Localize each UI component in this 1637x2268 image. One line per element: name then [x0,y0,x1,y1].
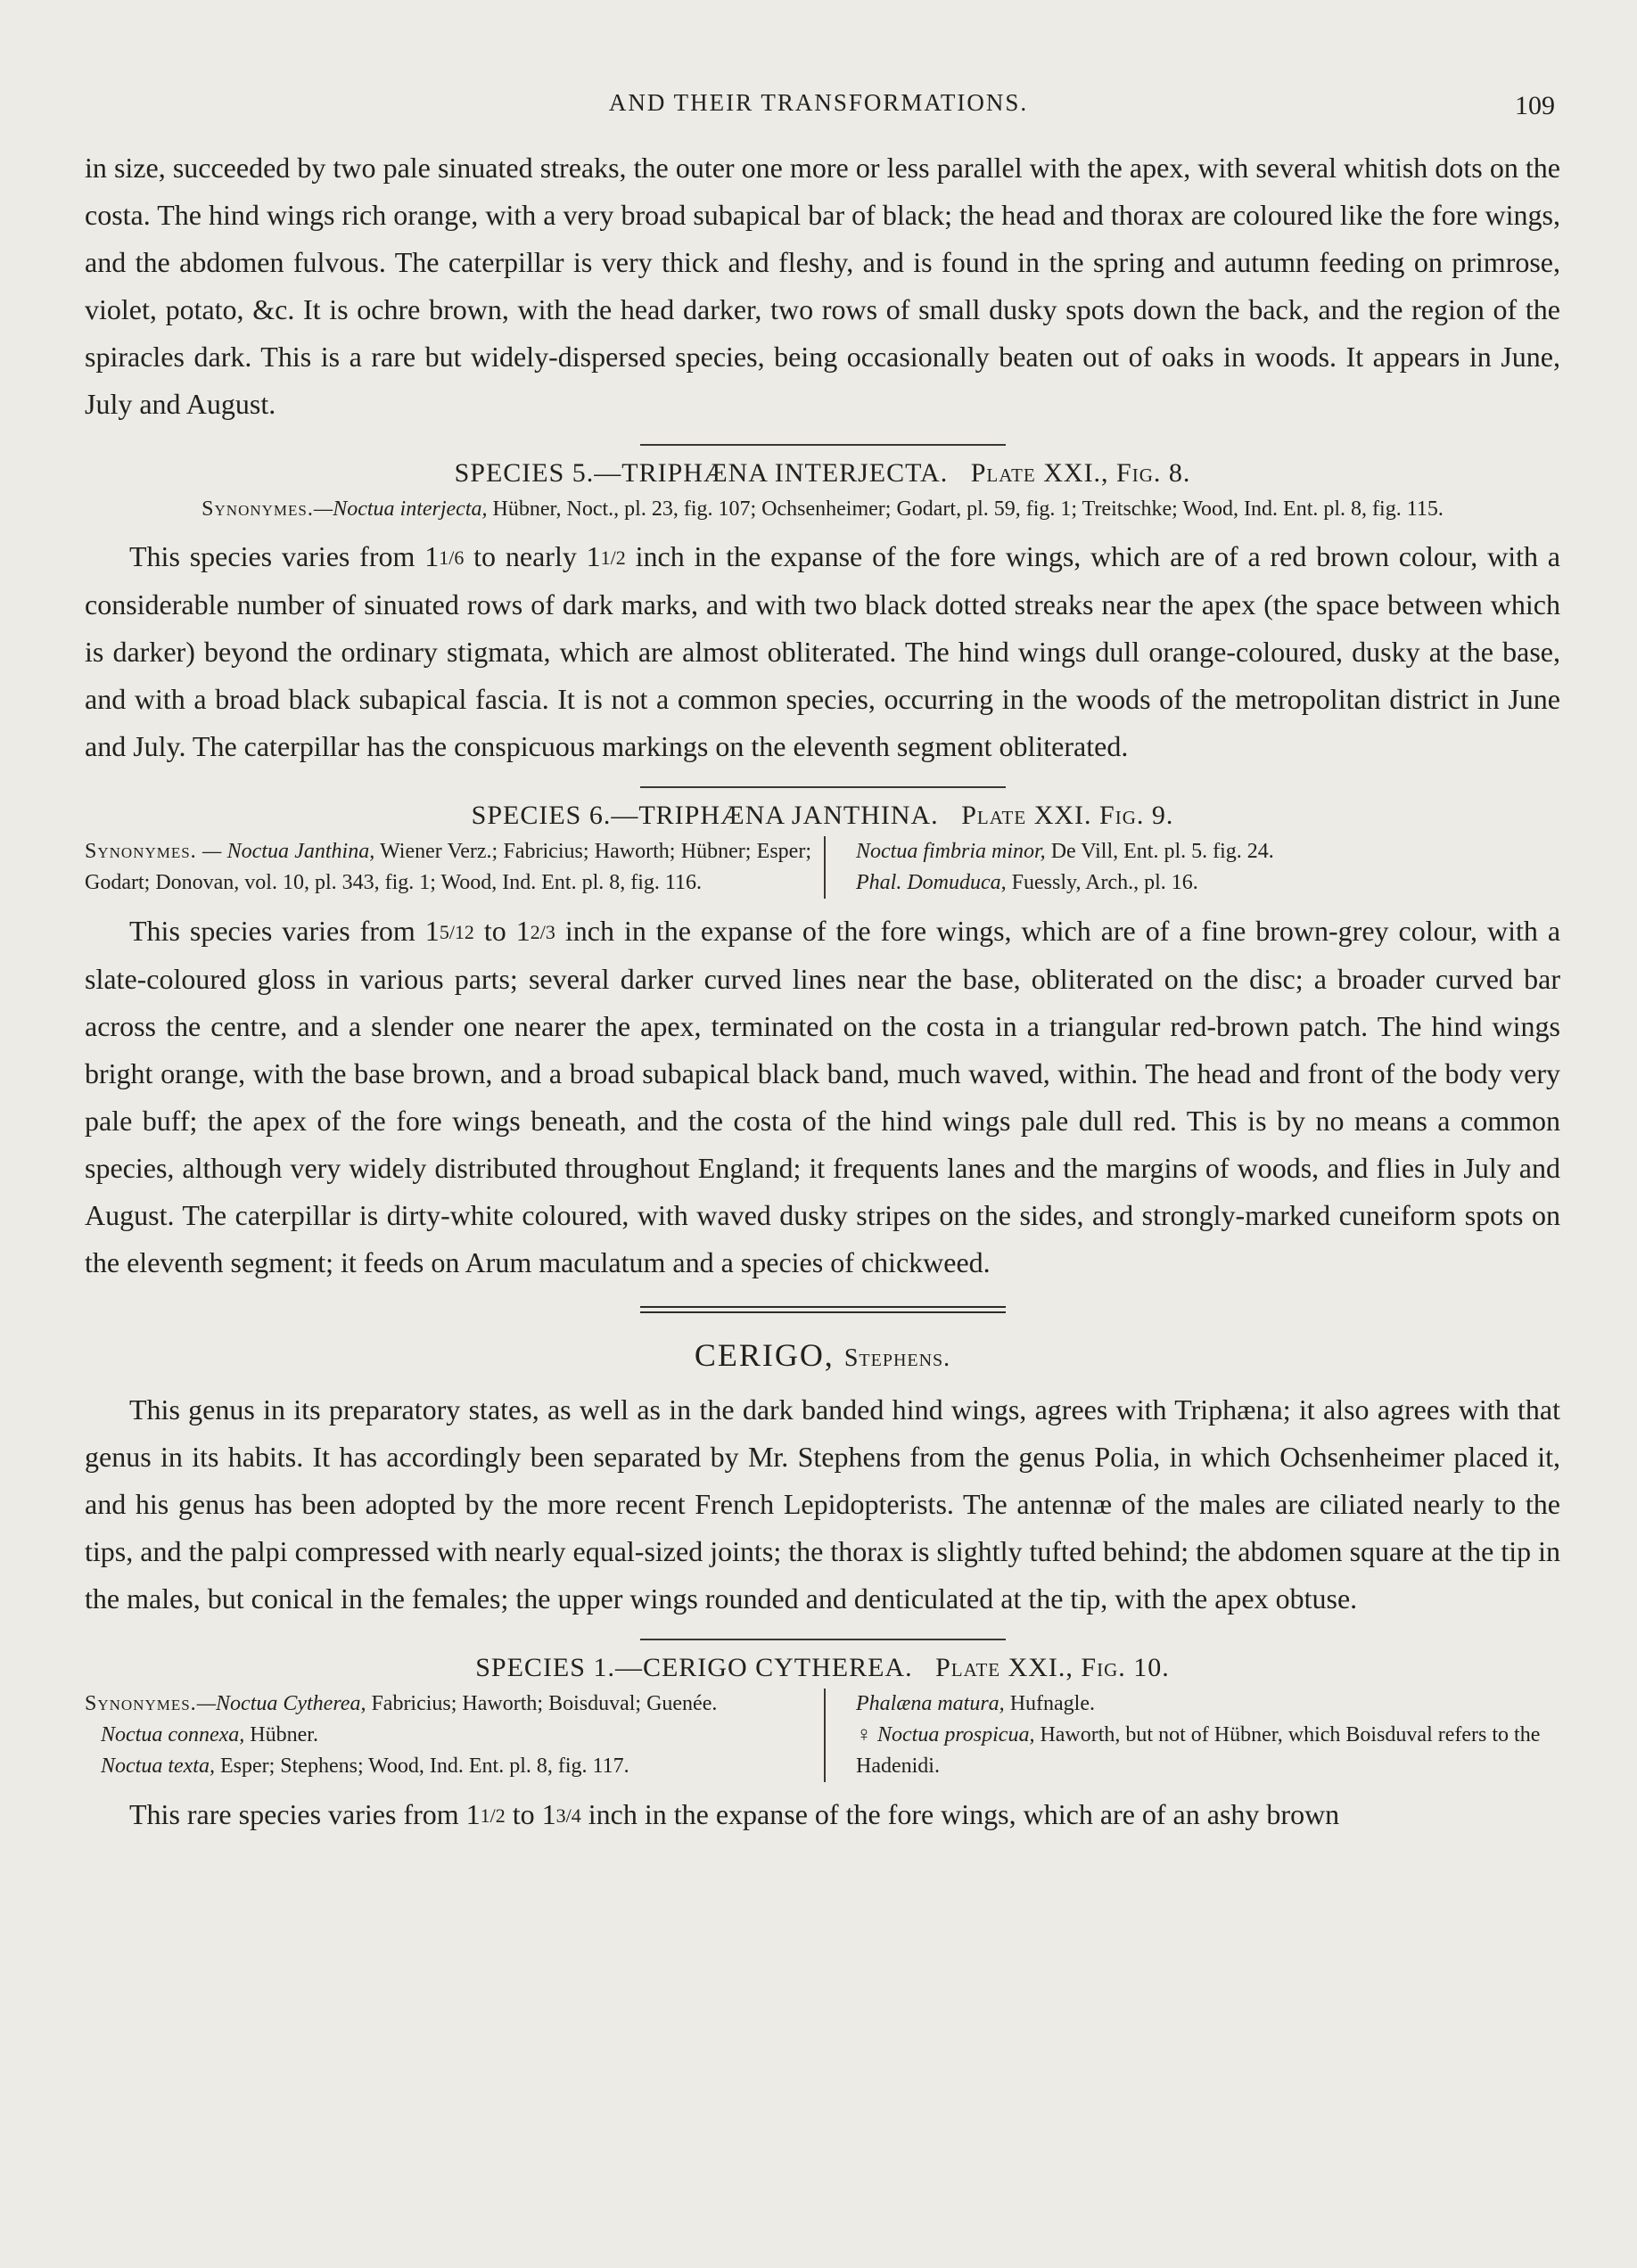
species-1-synonymes [85,1689,1560,1782]
synonym-column-right [826,836,1560,899]
species-6-synonymes [85,836,1560,899]
synonym-column-left [85,1689,826,1782]
section-rule [640,786,1006,788]
synonym-entry: Synonymes.—Noctua Cytherea, Fabricius; Haworth; Boisduval; Guenée. [85,1692,718,1715]
synonym-entry: Noctua fimbria minor, De Vill, Ent. pl. 5. fig. 24. [856,840,1274,863]
synonym-entry: Phal. Domuduca, Fuessly, Arch., pl. 16. [856,871,1198,894]
species-5-synonymes [103,494,1542,524]
section-rule [640,1639,1006,1640]
genus-description: This genus in its preparatory states, as well as in the dark banded hind wings, agrees with Triphæna; it also agrees with that genus in its habits. It has accordingly been separated by Mr. Stephens from the genus Polia, in which Ochsenheimer placed it, and his genus has been adopted by the more recent French Lepidopterists. The antennæ of the males are ciliated nearly to the tips, and the palpi compressed with nearly equal-sized joints; the thorax is slightly tufted behind; the abdomen square at the tip in the males, but conical in the females; the upper wings rounded and denticulated at the tip, with the apex obtuse. [85,1393,1560,1615]
genus-author: Stephens. [843,1344,951,1372]
page-body [85,144,1560,1839]
species-1-title: SPECIES 1.—CERIGO CYTHEREA. [475,1653,913,1682]
species-1-description: This rare species varies from 11/2 to 13/4 inch in the expanse of the fore wings, which are of an ashy brown [129,1798,1340,1830]
synonym-column-left [85,836,826,899]
synonym-name: — Noctua Janthina, [196,840,375,863]
synonym-entry: Phalæna matura, Hufnagle. [856,1692,1095,1715]
species-5-heading [85,458,1560,489]
synonym-name: —Noctua interjecta, [313,497,488,521]
continued-paragraph: in size, succeeded by two pale sinuated streaks, the outer one more or less parallel with the apex, with several whitish dots on the costa. The hind wings rich orange, with a very broad subapical bar of black; the head and thorax are coloured like the fore wings, and the abdomen fulvous. The caterpillar is very thick and fleshy, and is found in the spring and autumn feeding on primrose, violet, potato, &c. It is ochre brown, with the head darker, two rows of small dusky spots down the back, and the region of the spiracles dark. This is a rare but widely-dispersed species, being occasionally beaten out of oaks in woods. It appears in June, July and August. [85,152,1560,420]
synonym-refs: Hübner, Noct., pl. 23, fig. 107; Ochsenheimer; Godart, pl. 59, fig. 1; Treitschke; Wood, Ind. Ent. pl. 8, fig. 115. [492,497,1444,521]
fraction: 1/2 [600,546,626,569]
species-6-plate: Plate XXI. Fig. 9. [961,801,1174,830]
fraction: 2/3 [530,921,555,943]
page-number: 109 [1515,91,1555,120]
species-5-description: This species varies from 11/6 to nearly 11/2 inch in the expanse of the fore wings, which are of a red brown colour, with a considerable number of sinuated rows of dark marks, and with two black dotted streaks near the apex (the space between which is darker) beyond the ordinary stigmata, which are almost obliterated. The hind wings dull orange-coloured, dusky at the base, and with a broad black subapical fascia. It is not a common species, occurring in the woods of the metropolitan district in June and July. The caterpillar has the conspicuous markings on the eleventh segment obliterated. [85,540,1561,762]
species-1-heading [85,1653,1560,1683]
synonym-entry: Noctua texta, Esper; Stephens; Wood, Ind. Ent. pl. 8, fig. 117. [101,1754,629,1778]
genus-double-rule [640,1306,1006,1313]
synonym-column-right [826,1689,1560,1782]
species-6-title: SPECIES 6.—TRIPHÆNA JANTHINA. [471,801,939,830]
running-title: AND THEIR TRANSFORMATIONS. [608,89,1029,116]
synonym-entry: Noctua connexa, Hübner. [101,1723,318,1746]
species-6-heading [85,801,1560,831]
species-1-plate: Plate XXI., Fig. 10. [935,1653,1170,1682]
synonym-entry: ♀ Noctua prospicua, Haworth, but not of Hübner, which Boisduval refers to the Hadenidi. [856,1723,1541,1778]
fraction: 1/6 [439,546,465,569]
synonymes-label: Synonymes. [202,497,314,521]
species-5-plate: Plate XXI., Fig. 8. [970,458,1191,488]
genus-title: CERIGO, [694,1337,835,1373]
synonymes-label: Synonymes. [85,840,197,863]
species-6-description: This species varies from 15/12 to 12/3 inch in the expanse of the fore wings, which are of a fine brown-grey colour, with a slate-coloured gloss in various parts; several darker curved lines near the base, obliterated on the disc; a broader curved bar across the centre, and a slender one nearer the apex, terminated on the costa in a triangular red-brown patch. The hind wings bright orange, with the base brown, and a broad subapical black band, much waved, within. The head and front of the body very pale buff; the apex of the fore wings beneath, and the costa of the hind wings pale dull red. This is by no means a common species, although very widely distributed throughout England; it frequents lanes and the margins of woods, and flies in July and August. The caterpillar is dirty-white coloured, with waved dusky stripes on the sides, and strongly-marked cuneiform spots on the eleventh segment; it feeds on Arum maculatum and a species of chickweed. [85,915,1561,1278]
fraction: 3/4 [555,1804,581,1827]
fraction: 1/2 [480,1804,506,1827]
species-5-title: SPECIES 5.—TRIPHÆNA INTERJECTA. [454,458,949,488]
section-rule [640,444,1006,446]
synonym-refs: Wiener Verz.; Fabricius; Haworth; Hübner; Esper; Godart; Donovan, vol. 10, pl. 343, fig. 1; Wood, Ind. Ent. pl. 8, fig. 116. [85,840,811,894]
page-header [0,86,1637,121]
female-symbol: ♀ [856,1723,872,1746]
fraction: 5/12 [439,921,474,943]
genus-heading [85,1336,1560,1374]
